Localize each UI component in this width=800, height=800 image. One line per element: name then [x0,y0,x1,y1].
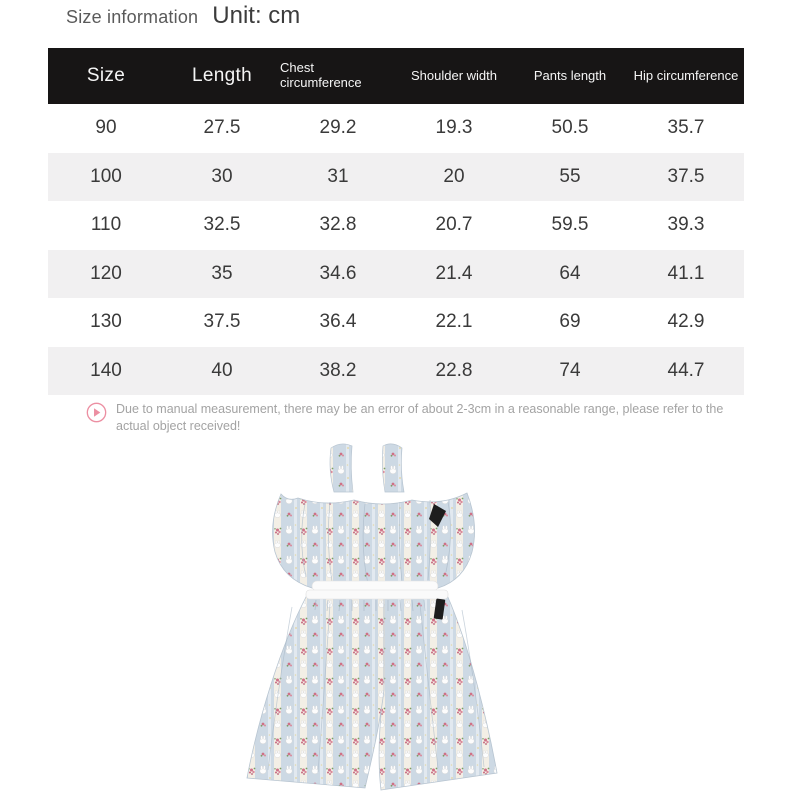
table-body [48,104,744,395]
table-cell: 20.7 [435,214,473,236]
table-cell: 55 [559,165,581,187]
table-cell: 41.1 [667,262,705,284]
table-cell: 35 [211,262,233,284]
table-cell: 64 [559,262,581,284]
table-header-row [48,48,744,104]
table-cell: 110 [90,214,122,236]
table-cell: 74 [559,359,581,381]
table-cell: 44.7 [667,359,705,381]
table-cell: 19.3 [435,117,473,139]
table-cell: 32.5 [203,214,241,236]
table-cell: 29.2 [319,117,357,139]
column-header: Size [86,65,126,86]
table-cell: 22.8 [435,359,473,381]
table-cell: 37.5 [203,311,241,333]
product-image [180,432,580,800]
table-cell: 59.5 [551,214,589,236]
play-circle-icon [86,402,107,423]
table-cell: 39.3 [667,214,705,236]
page-heading [66,2,300,30]
table-cell: 38.2 [319,359,357,381]
table-cell: 31 [327,165,349,187]
table-cell: 35.7 [667,117,705,139]
table-cell: 130 [90,311,122,333]
column-header: Length [192,65,252,86]
column-header: Pants length [533,68,607,83]
wide-leg-pants [247,590,497,790]
unit-label: Unit: cm [212,2,301,29]
table-row [48,104,744,153]
table-cell: 50.5 [551,117,589,139]
disclaimer [86,401,754,435]
table-cell: 140 [90,359,122,381]
table-cell: 27.5 [203,117,241,139]
table-cell: 34.6 [319,262,357,284]
table-row [48,153,744,202]
pants-waistband [306,590,448,599]
table-cell: 42.9 [667,311,705,333]
table-cell: 22.1 [435,311,473,333]
table-cell: 37.5 [667,165,705,187]
size-table [48,48,744,395]
table-cell: 120 [90,262,122,284]
table-row [48,201,744,250]
table-row [48,347,744,396]
table-row [48,298,744,347]
table-cell: 30 [211,165,233,187]
column-header: Shoulder width [411,68,497,83]
table-cell: 21.4 [435,262,473,284]
table-cell: 90 [95,117,117,139]
disclaimer-text: Due to manual measurement, there may be an error of about 2-3cm in a reasonable range, please refer to the actual object received! [116,402,724,433]
table-cell: 40 [211,359,233,381]
table-cell: 69 [559,311,581,333]
column-header: Chest circumference [280,59,362,91]
page-title: Size information [66,7,199,27]
top-hem-band [312,581,438,591]
column-header: Hip circumference [633,68,739,83]
table-cell: 36.4 [319,311,357,333]
table-cell: 20 [443,165,465,187]
table-row [48,250,744,299]
table-cell: 100 [90,165,122,187]
table-cell: 32.8 [319,214,357,236]
camisole-top [273,444,475,591]
